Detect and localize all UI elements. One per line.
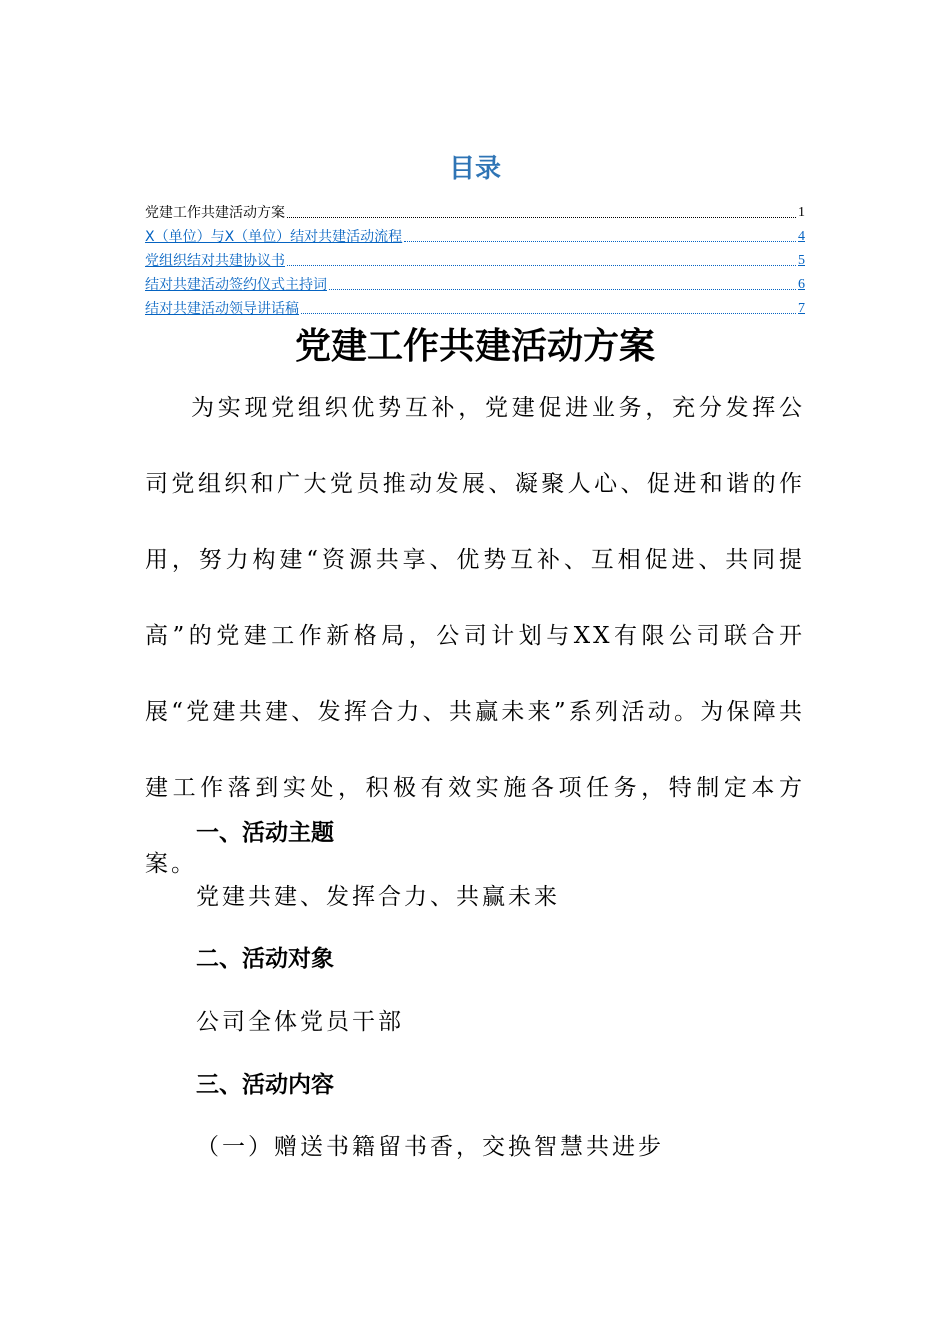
document-title: 党建工作共建活动方案 <box>294 325 655 367</box>
toc-entry-page: 1 <box>798 205 805 220</box>
intro-paragraph: 为实现党组织优势互补，党建促进业务，充分发挥公司党组织和广大党员推动发展、凝聚人心、促进和谐的作用，努力构建“资源共享、优势互补、互相促进、共同提高”的党建工作新格局，公司计划与XX有限公司联合开展“党建共建、发挥合力、共赢未来”系列活动。为保障共建工作落到实处，积极有效实施各项任务，特制定本方案。 <box>145 395 805 877</box>
toc-entry-link[interactable] <box>145 246 805 270</box>
subsection-heading: （一）赠送书籍留书香，交换智慧共进步 <box>196 1134 664 1160</box>
toc-entry-page: 5 <box>798 253 805 268</box>
section-heading-audience: 二、活动对象 <box>196 946 334 972</box>
toc-entry-link[interactable] <box>145 222 805 246</box>
toc-entry-page: 4 <box>798 229 805 244</box>
section-body-theme: 党建共建、发挥合力、共赢未来 <box>196 884 560 910</box>
toc-leader-dots <box>287 216 796 218</box>
toc-entry-title: X（单位）与X（单位）结对共建活动流程 <box>145 229 403 245</box>
section-heading-content: 三、活动内容 <box>196 1072 334 1098</box>
toc-leader-dots <box>287 264 796 266</box>
toc-entry-title: 结对共建活动签约仪式主持词 <box>145 277 327 293</box>
toc-leader-dots <box>404 240 796 242</box>
toc-entry[interactable] <box>145 198 805 222</box>
toc-leader-dots <box>301 312 796 314</box>
section-body-audience: 公司全体党员干部 <box>196 1009 404 1035</box>
toc-entry-title: 党建工作共建活动方案 <box>145 205 285 221</box>
toc-entry-page: 6 <box>798 277 805 292</box>
toc-entry-title: 结对共建活动领导讲话稿 <box>145 301 299 317</box>
toc-entry-title: 党组织结对共建协议书 <box>145 253 285 269</box>
table-of-contents <box>145 198 805 318</box>
section-heading-theme: 一、活动主题 <box>196 820 334 846</box>
toc-title: 目录 <box>448 154 501 184</box>
toc-entry-link[interactable] <box>145 294 805 318</box>
toc-leader-dots <box>329 288 796 290</box>
toc-entry-page: 7 <box>798 301 805 316</box>
toc-entry-link[interactable] <box>145 270 805 294</box>
